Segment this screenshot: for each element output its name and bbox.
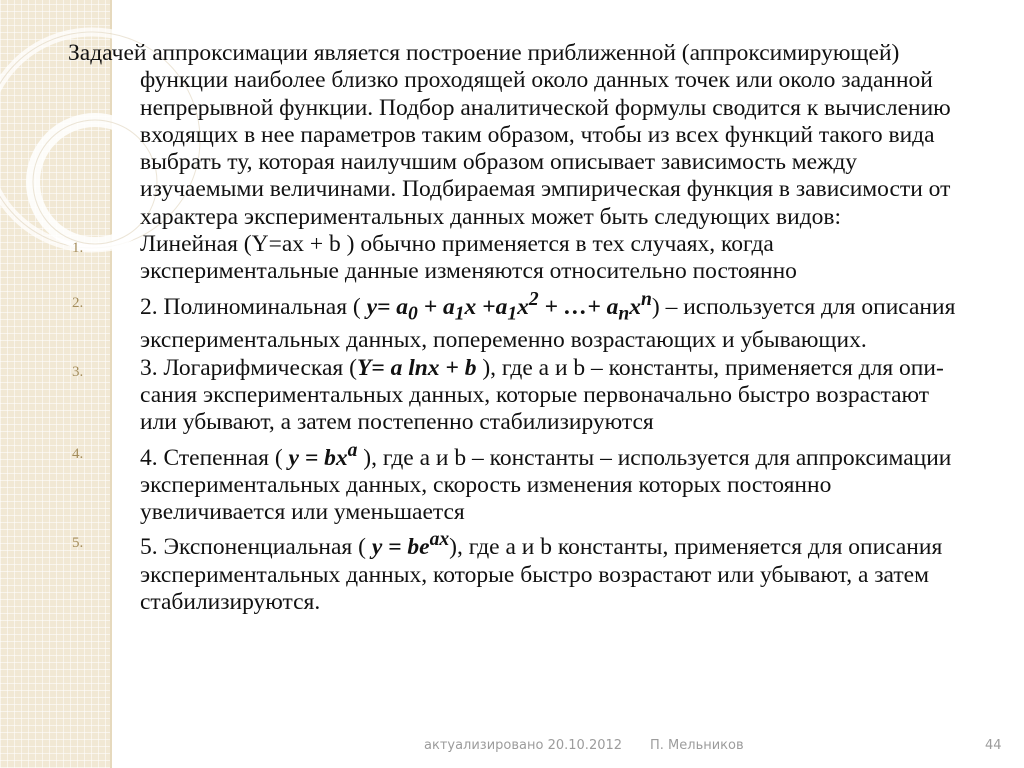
item-text-after: ), где a и b – константы, применяется для опи-сания экспериментальных данных, которые первоначально быстро возрастают или убывают, а затем постепенно стабилизируются xyxy=(140,354,944,436)
item-text-after: ) – используется для описания экспериментальных данных, попеременно возрастающих и убывающих. xyxy=(140,293,956,354)
power-formula: $y = bx^a$ xyxy=(288,439,358,471)
logarithmic-formula: Y= a lnx + b xyxy=(356,354,477,381)
item-number: 3. xyxy=(72,363,84,380)
item-number: 4. xyxy=(72,445,84,462)
item-number: 5. xyxy=(72,535,84,552)
list-item-exponential xyxy=(68,526,968,616)
item-text-before: 5. Экспоненциальная ( xyxy=(140,534,372,561)
exponential-formula: $y = be^{ax}$ xyxy=(371,529,450,561)
slide-footer xyxy=(0,738,1024,758)
item-text-after: ), где a и b – константы – используется для аппроксимации экспериментальных данных, скорость изменения которых постоянно увеличивается или уменьшается xyxy=(140,444,952,526)
intro-paragraph: Задачей аппроксимации является построение приближенной (аппроксимирующей) функции наиболее близко проходящей около данных точек или около заданной непрерывной функции. Подбор аналитической формулы сводится к вычислению входящих в нее параметров таким образом, чтобы из всех функций такого вида выбрать ту, которая наилучшим образом описывает зависимость между изучаемыми величинами. Подбираемая эмпирическая функция в зависимости от характера экспериментальных данных может быть следующих видов: xyxy=(68,40,951,230)
item-text: Линейная (Y=ax + b ) обычно применяется в тех случаях, когда экспериментальные данные изменяются относительно постоянно xyxy=(140,231,797,285)
list-item-logarithmic xyxy=(68,355,968,437)
item-text-before: 2. Полиноминальная ( xyxy=(140,293,367,320)
slide-body xyxy=(68,40,968,616)
footer-author: П. Мельников xyxy=(650,738,744,753)
item-number: 1. xyxy=(72,240,84,257)
item-text-after: ), где a и b константы, применяется для описания экспериментальных данных, которые быстро возрастают или убывают, а затем стабилизируются. xyxy=(140,534,943,615)
footer-date: актуализировано 20.10.2012 xyxy=(424,738,623,753)
list-item-linear xyxy=(68,231,968,286)
list-item-power xyxy=(68,437,968,527)
item-text-before: 4. Степенная ( xyxy=(140,444,289,471)
item-text-before: 3. Логарифмическая ( xyxy=(140,354,357,381)
list-item-polynomial xyxy=(68,286,968,355)
page-number: 44 xyxy=(985,738,1002,753)
polynomial-formula: $y= a_0 + a_1x +a_1x^2$ + …+ $a_nx^n$ xyxy=(366,288,652,325)
item-number: 2. xyxy=(72,294,84,311)
